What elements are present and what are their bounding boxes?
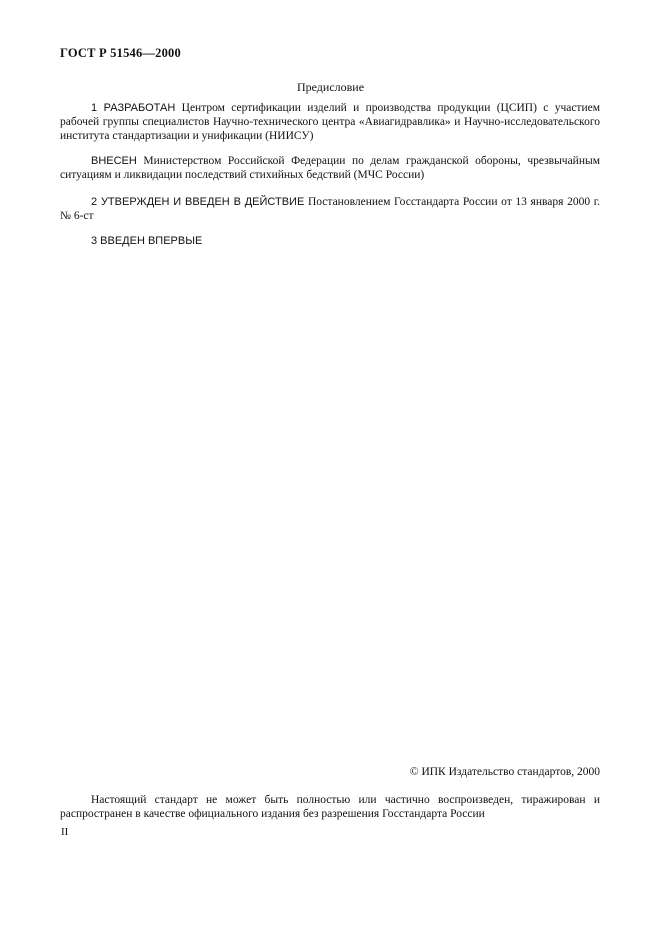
item-text: Постановлением Госстандарта России от 13 января 2000 г. № 6-ст <box>60 196 601 222</box>
preface-item-developed <box>60 101 600 143</box>
preface-item-introduced <box>60 154 600 182</box>
reproduction-notice: Настоящий стандарт не может быть полностью или частично воспроизведен, тиражирован и распространен в качестве официального издания без разрешения Госстандарта России <box>60 794 600 820</box>
preface-item-approved <box>60 195 600 223</box>
item-lead: 2 УТВЕРЖДЕН И ВВЕДЕН В ДЕЙСТВИЕ <box>91 196 305 208</box>
item-lead: 3 ВВЕДЕН ВПЕРВЫЕ <box>91 235 203 247</box>
item-text: Министерством Российской Федерации по делам гражданской обороны, чрезвычайным ситуациям и ликвидации последствий стихийных бедствий (МЧС России) <box>60 155 600 181</box>
item-text: Центром сертификации изделий и производства продукции (ЦСИП) с участием рабочей группы специалистов Научно-технического центра «Авиагидравлика» и Научно-исследовательского института стандартизации и унификации (НИИСУ) <box>60 102 600 142</box>
preface-item-first-introduced <box>60 234 600 248</box>
copyright-line: © ИПК Издательство стандартов, 2000 <box>409 766 600 778</box>
item-lead: ВНЕСЕН <box>91 155 137 167</box>
document-code: ГОСТ Р 51546—2000 <box>60 46 181 60</box>
page-number: II <box>61 826 69 838</box>
preface-title: Предисловие <box>296 80 365 94</box>
item-lead: 1 РАЗРАБОТАН <box>91 102 176 114</box>
